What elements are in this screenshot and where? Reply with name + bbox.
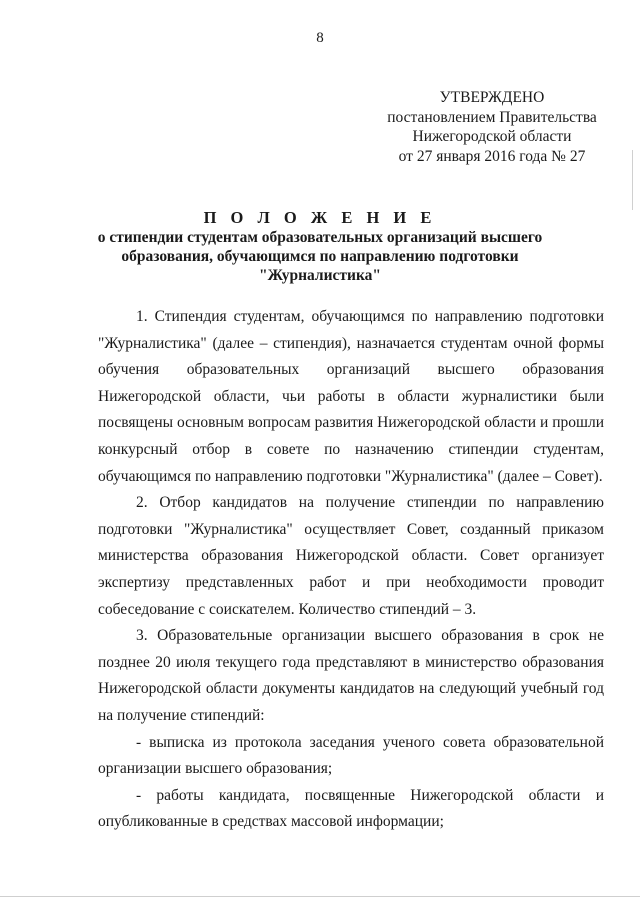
approval-line: постановлением Правительства: [387, 108, 597, 126]
title-line: "Журналистика": [258, 267, 382, 284]
paragraph-2: 2. Отбор кандидатов на получение стипендии по направлению подготовки "Журналистика" осуществляет Совет, созданный приказом министерства образования Нижегородской области. Совет организует экспертизу представленных работ и при необходимости проводит собеседование с соискателем. Количество стипендий – 3.: [98, 494, 604, 618]
list-item: - работы кандидата, посвященные Нижегородской области и опубликованные в средствах массовой информации;: [98, 786, 604, 831]
page-number: 8: [316, 30, 324, 46]
document-title: [90, 208, 550, 285]
paragraph-3: 3. Образовательные организации высшего образования в срок не позднее 20 июля текущего года представляют в министерство образования Нижегородской области документы кандидатов на следующий учебный год на получение стипендий:: [98, 627, 604, 724]
approval-heading: УТВЕРЖДЕНО: [439, 89, 545, 106]
title-line: о стипендии студентам образовательных организаций высшего: [97, 229, 543, 246]
title-main: П О Л О Ж Е Н И Е: [203, 208, 437, 227]
bottom-divider: [0, 896, 640, 897]
document-body: [98, 304, 604, 836]
list-item: - выписка из протокола заседания ученого совета образовательной организации высшего образования;: [98, 733, 604, 778]
paragraph-1: 1. Стипендия студентам, обучающимся по направлению подготовки "Журналистика" (далее – стипендия), назначается студентам очной формы обучения образовательных организаций высшего образования Нижегородской области, чьи работы в области журналистики были посвящены основным вопросам развития Нижегородской области и прошли конкурсный отбор в совете по назначению стипендии студентам, обучающимся по направлению подготовки "Журналистика" (далее – Совет).: [98, 308, 604, 485]
approval-date: от 27 января 2016 года № 27: [398, 147, 586, 165]
approval-line: Нижегородской области: [412, 128, 572, 145]
approval-stamp: [382, 88, 602, 166]
scan-edge-mark: [632, 150, 633, 210]
title-line: образования, обучающимся по направлению подготовки: [121, 248, 519, 265]
